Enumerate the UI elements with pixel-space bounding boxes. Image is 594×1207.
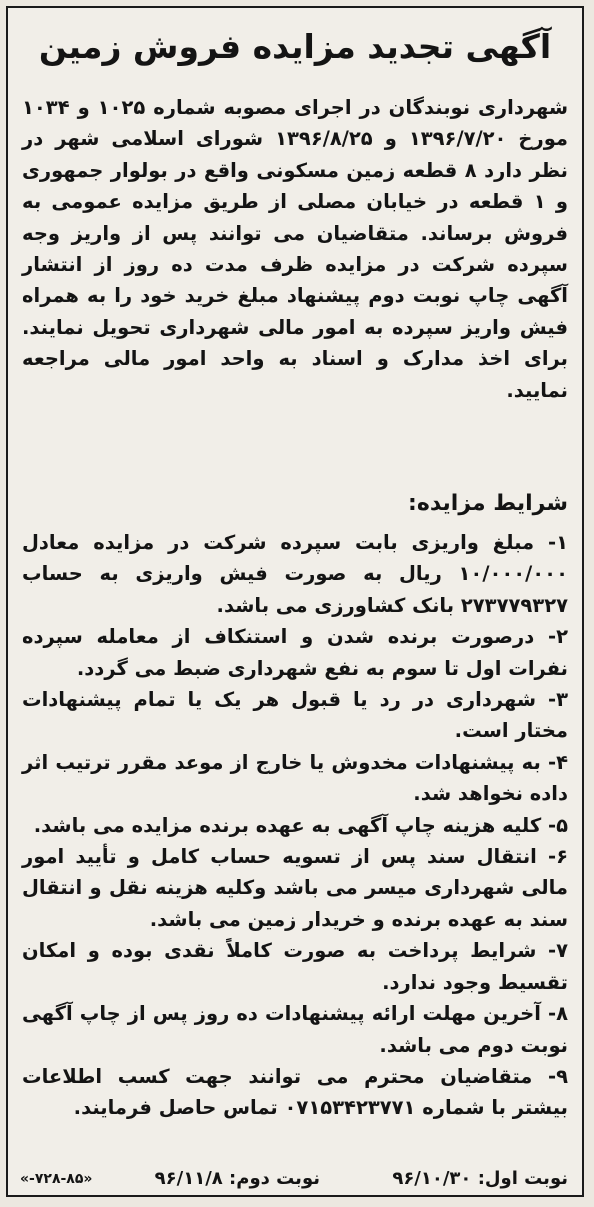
condition-item: ۹- متقاضیان محترم می توانند جهت کسب اطلاعات بیشتر با شماره ۰۷۱۵۳۴۲۳۷۷۱ تماس حاصل فرمایند. xyxy=(22,1064,568,1120)
ad-title: آگهی تجدید مزایده فروش زمین xyxy=(38,27,552,66)
first-publication xyxy=(392,1166,568,1192)
publication-footer xyxy=(20,1166,570,1192)
condition-item: ۵- کلیه هزینه چاپ آگهی به عهده برنده مزایده می باشد. xyxy=(33,813,568,837)
condition-item: ۷- شرایط پرداخت به صورت کاملاً نقدی بوده و امکان تقسیط وجود ندارد. xyxy=(22,939,568,994)
intro-paragraph: شهرداری نوبندگان در اجرای مصوبه شماره ۱۰۲۵ و ۱۰۳۴ مورخ ۱۳۹۶/۷/۲۰ و ۱۳۹۶/۸/۲۵ شورای اسلامی شهر در نظر دارد ۸ قطعه زمین مسکونی واقع در بولوار جمهوری و ۱ قطعه در خیابان مصلی از طریق مزایده عمومی به فروش برساند. متقاضیان می توانند پس از واریز وجه سپرده شرکت در مزایده ظرف مدت ده روز از انتشار آگهی چاپ نوبت دوم پیشنهاد مبلغ خرید خود را به همراه فیش واریز سپرده به امور مالی شهرداری تحویل نمایند. برای اخذ مدارک و اسناد به واحد امور مالی مراجعه نمایید. xyxy=(22,96,569,402)
condition-item: ۳- شهرداری در رد یا قبول هر یک یا تمام پیشنهادات مختار است. xyxy=(22,688,568,743)
ad-frame xyxy=(6,6,584,1197)
second-publication-label: نوبت دوم: xyxy=(229,1168,320,1189)
first-publication-label: نوبت اول: xyxy=(477,1168,568,1189)
condition-item: ۱- مبلغ واریزی بابت سپرده شرکت در مزایده معادل ۱۰/۰۰۰/۰۰۰ ریال به صورت فیش واریزی به حساب ۲۷۳۷۷۹۳۲۷ بانک کشاورزی می باشد. xyxy=(22,531,568,617)
condition-item: ۶- انتقال سند پس از تسویه حساب کامل و تأیید امور مالی شهرداری میسر می باشد وکلیه هزینه نقل و انتقال سند به عهده برنده و خریدار زمین می باشد. xyxy=(22,845,568,931)
conditions-list xyxy=(22,527,568,1124)
second-publication-date: ۹۶/۱۱/۸ xyxy=(154,1168,223,1189)
ad-code: «۷۲۸-۸۵-» xyxy=(20,1171,93,1187)
condition-item: ۴- به پیشنهادات مخدوش یا خارج از موعد مقرر ترتیب اثر داده نخواهد شد. xyxy=(22,750,568,806)
first-publication-date: ۹۶/۱۰/۳۰ xyxy=(392,1168,472,1189)
conditions-heading: شرایط مزایده: xyxy=(408,491,568,516)
condition-item: ۲- درصورت برنده شدن و استنکاف از معامله سپرده نفرات اول تا سوم به نفع شهرداری ضبط می گردد. xyxy=(22,625,568,680)
condition-item: ۸- آخرین مهلت ارائه پیشنهادات ده روز پس از چاپ آگهی نوبت دوم می باشد. xyxy=(22,1002,568,1057)
second-publication xyxy=(155,1166,320,1192)
